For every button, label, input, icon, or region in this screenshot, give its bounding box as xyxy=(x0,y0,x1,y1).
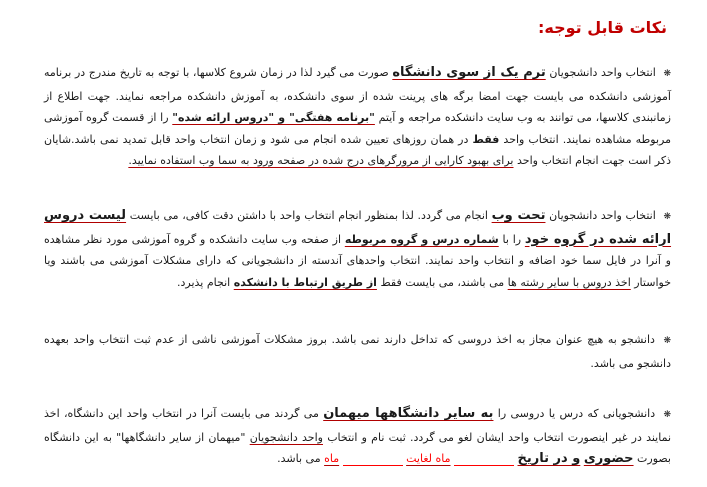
highlight-only: فقط xyxy=(472,132,500,146)
note-paragraph-2: ❋ انتخاب واحد دانشجویان تحت وب انجام می گردد. لذا بمنظور انجام انتخاب واحد با داشتن دقت کافی، می بایست لیست دروس ارائه شده در گروه خود را با شماره درس و گروه مربوطه از صفحه وب سایت دانشکده و گروه آموزشی مورد نظر مشاهده و آنرا در فایل سما خود اضافه و انتخاب واحد نمایند. انتخاب واحدهای آندسته از دانشجویانی که دارای مشکلات آموزشی می باشند ویا خواستار اخذ دروس با سایر رشته ها می باشند، می بایست فقط از طریق ارتباط با دانشکده انجام پذیرد. xyxy=(44,208,672,289)
date-month: ماه xyxy=(324,452,340,465)
date-until: ماه لغایت xyxy=(406,452,451,465)
highlight-student-units: واحد دانشجویان xyxy=(249,430,323,444)
highlight-weekly-program: "برنامه هفتگی" و "دروس ارائه شده" xyxy=(172,111,375,124)
note-paragraph-4: ❋ دانشجویانی که درس یا دروسی را به سایر دانشگاهها میهمان می گردند می بایست آنرا در انتخاب واحد این دانشگاه، اخذ نمایند در غیر اینصورت انتخاب واحد ایشان لغو می گردد. ثبت نام و انتخاب واحد دانشجویان "میهمان از سایر دانشگاهها" به این دانشگاه بصورت حضوری و در تاریخ ماه لغایت ماه می باشد. xyxy=(44,406,672,466)
highlight-other-majors: اخذ دروس با سایر رشته ها xyxy=(507,275,631,289)
highlight-contact-faculty: از طریق ارتباط با دانشکده xyxy=(233,275,377,289)
highlight-guest-universities: به سایر دانشگاهها میهمان xyxy=(323,406,494,421)
highlight-web-based: تحت وب xyxy=(491,208,546,223)
highlight-course-number: شماره درس و گروه مربوطه xyxy=(344,232,499,246)
date-label: و در تاریخ xyxy=(517,451,581,466)
bullet-icon: ❋ xyxy=(663,336,671,346)
highlight-browser-note: برای بهبود کارایی از مرورگرهای درج شده در صفحه ورود به سما وب استفاده نمایید. xyxy=(128,154,514,167)
bullet-icon: ❋ xyxy=(663,212,671,222)
highlight-first-term: ترم یک از سوی دانشگاه xyxy=(392,65,546,80)
date-blank-start xyxy=(454,453,514,466)
notes-title: نکات قابل توجه: xyxy=(538,18,667,37)
note-paragraph-1: ❋ انتخاب واحد دانشجویان ترم یک از سوی دانشگاه صورت می گیرد لذا در زمان شروع کلاسها، با توجه به تاریخ مندرج در برنامه آموزشی دانشکده می بایست جهت امضا برگه های پرینت شده از سوی دانشکده، به آموزش دانشکده مراجعه نمایند. جهت اطلاع از زمانبندی کلاسها، می توانند به وب سایت دانشکده مراجعه و آیتم "برنامه هفتگی" و "دروس ارائه شده" را از قسمت گروه آموزشی مربوطه مشاهده نمایند. انتخاب واحد فقط در همان روزهای تعیین شده انجام می شود و زمان انتخاب واحد قابل تمدید نمی باشد.شایان ذکر است جهت انجام انتخاب واحد برای بهبود کارایی از مرورگرهای درج شده در صفحه ورود به سما وب استفاده نمایید. xyxy=(44,65,672,167)
bullet-icon: ❋ xyxy=(663,69,672,79)
highlight-course-list: لیست دروس ارائه شده در گروه خود xyxy=(44,208,672,247)
highlight-in-person: حضوری xyxy=(583,451,634,466)
date-blank-end xyxy=(343,453,403,466)
bullet-icon: ❋ xyxy=(663,410,672,420)
note-paragraph-3: ❋ دانشجو به هیچ عنوان مجاز به اخذ دروسی که تداخل دارند نمی باشد. بروز مشکلات آموزشی ناشی از عدم ثبت انتخاب واحد بعهده دانشجو می باشد. xyxy=(44,333,671,370)
